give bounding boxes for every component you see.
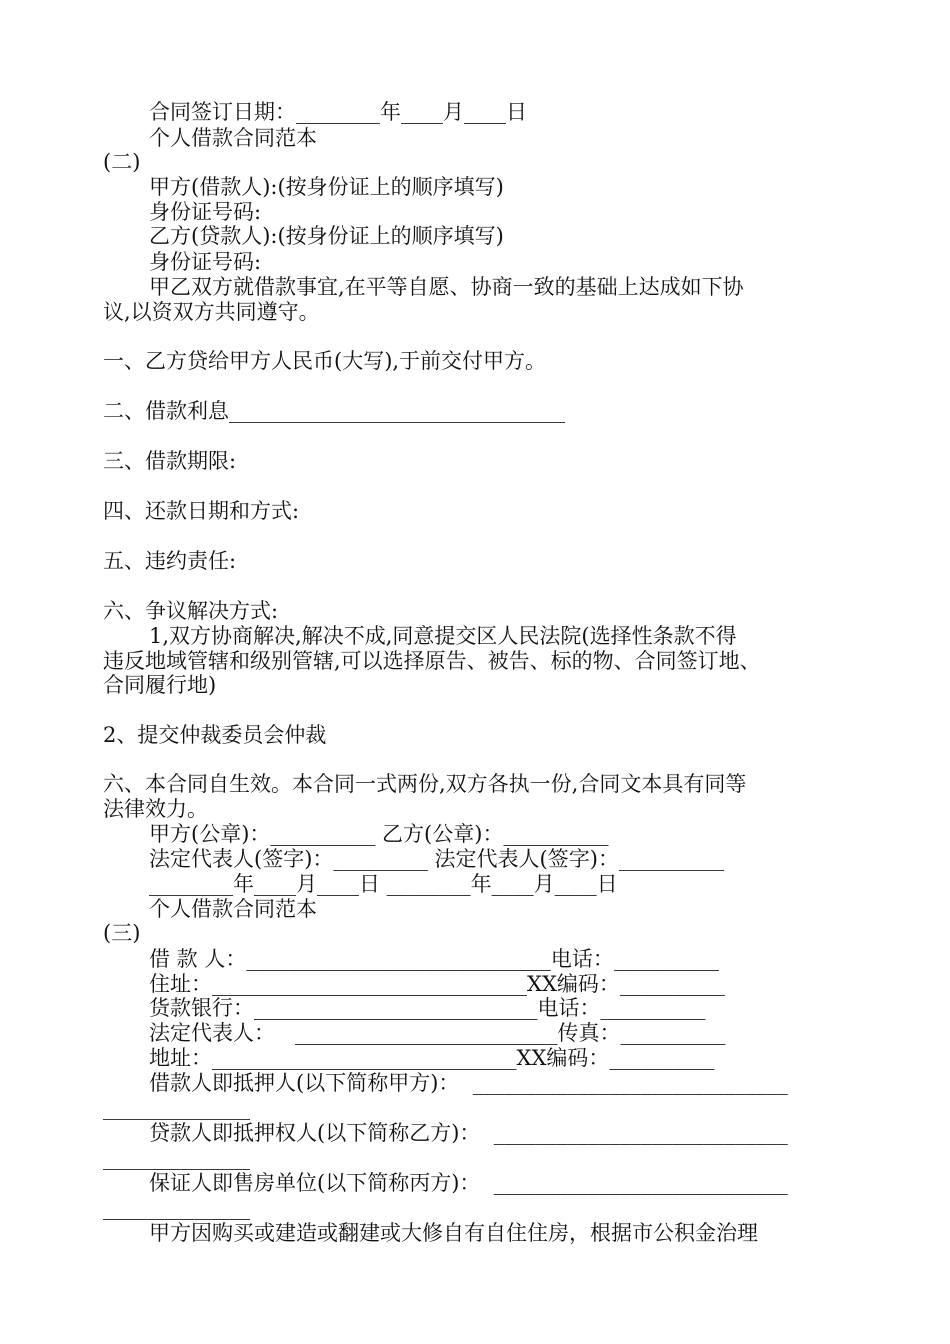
- clause-2: 二、借款利息________________________________: [103, 399, 565, 423]
- id-number-line: 身份证号码:: [149, 200, 262, 224]
- clause-3: 三、借款期限:: [103, 449, 237, 473]
- clause-6: 六、争议解决方式:: [103, 599, 279, 623]
- clause-1: 一、乙方贷给甲方人民币(大写),于前交付甲方。: [103, 349, 547, 373]
- form-row: 货款银行：___________________________电话：__________: [149, 996, 706, 1020]
- seal-line: 甲方(公章)：__________ 乙方(公章)：__________: [149, 822, 609, 846]
- paragraph-line: 法律效力。: [103, 797, 208, 821]
- paragraph-line: 甲方因购买或建造或翻建或大修自有自住住房，根据市公积金治理: [149, 1221, 758, 1245]
- blank-line: ______________: [103, 1096, 250, 1120]
- section-title: 个人借款合同范本: [149, 897, 317, 921]
- party-row: 借款人即抵押人(以下简称甲方)： ______________________________: [149, 1071, 788, 1095]
- clause-5: 五、违约责任:: [103, 549, 237, 573]
- signature-line: 法定代表人(签字)：_________ 法定代表人(签字)：__________: [149, 847, 724, 871]
- clause-item: 2、提交仲裁委员会仲裁: [103, 723, 327, 747]
- form-row: 法定代表人： _________________________传真：__________: [149, 1021, 726, 1045]
- section-number: (二): [103, 150, 141, 174]
- paragraph-line: 违反地域管辖和级别管辖,可以选择原告、被告、标的物、合同签订地、: [103, 649, 761, 673]
- section-number: (三): [103, 921, 141, 945]
- date-line: ________年____月____日 ________年____月____日: [149, 872, 618, 896]
- party-row: 保证人即售房单位(以下简称丙方)： ____________________________: [149, 1171, 788, 1195]
- blank-line: ______________: [103, 1146, 250, 1170]
- party-row: 贷款人即抵押权人(以下简称乙方)： ____________________________: [149, 1121, 788, 1145]
- clause-effect: 六、本合同自生效。本合同一式两份,双方各执一份,合同文本具有同等: [103, 772, 747, 796]
- id-number-line: 身份证号码:: [149, 250, 262, 274]
- paragraph-line: 议,以资双方共同遵守。: [103, 300, 320, 324]
- paragraph-line: 甲乙双方就借款事宜,在平等自愿、协商一致的基础上达成如下协: [149, 275, 744, 299]
- contract-date-line: 合同签订日期：________年____月____日: [149, 100, 527, 124]
- form-row: 住址：______________________________XX编码：__________: [149, 972, 725, 996]
- party-b-line: 乙方(贷款人):(按身份证上的顺序填写): [149, 224, 504, 248]
- form-row: 借 款 人：_____________________________电话：__________: [149, 947, 719, 971]
- blank-line: ______________: [103, 1196, 250, 1220]
- section-title: 个人借款合同范本: [149, 126, 317, 150]
- paragraph-line: 1,双方协商解决,解决不成,同意提交区人民法院(选择性条款不得: [149, 624, 737, 648]
- form-row: 地址：_____________________________XX编码：__________: [149, 1046, 715, 1070]
- party-a-line: 甲方(借款人):(按身份证上的顺序填写): [149, 175, 504, 199]
- paragraph-line: 合同履行地): [103, 673, 217, 697]
- clause-4: 四、还款日期和方式:: [103, 499, 300, 523]
